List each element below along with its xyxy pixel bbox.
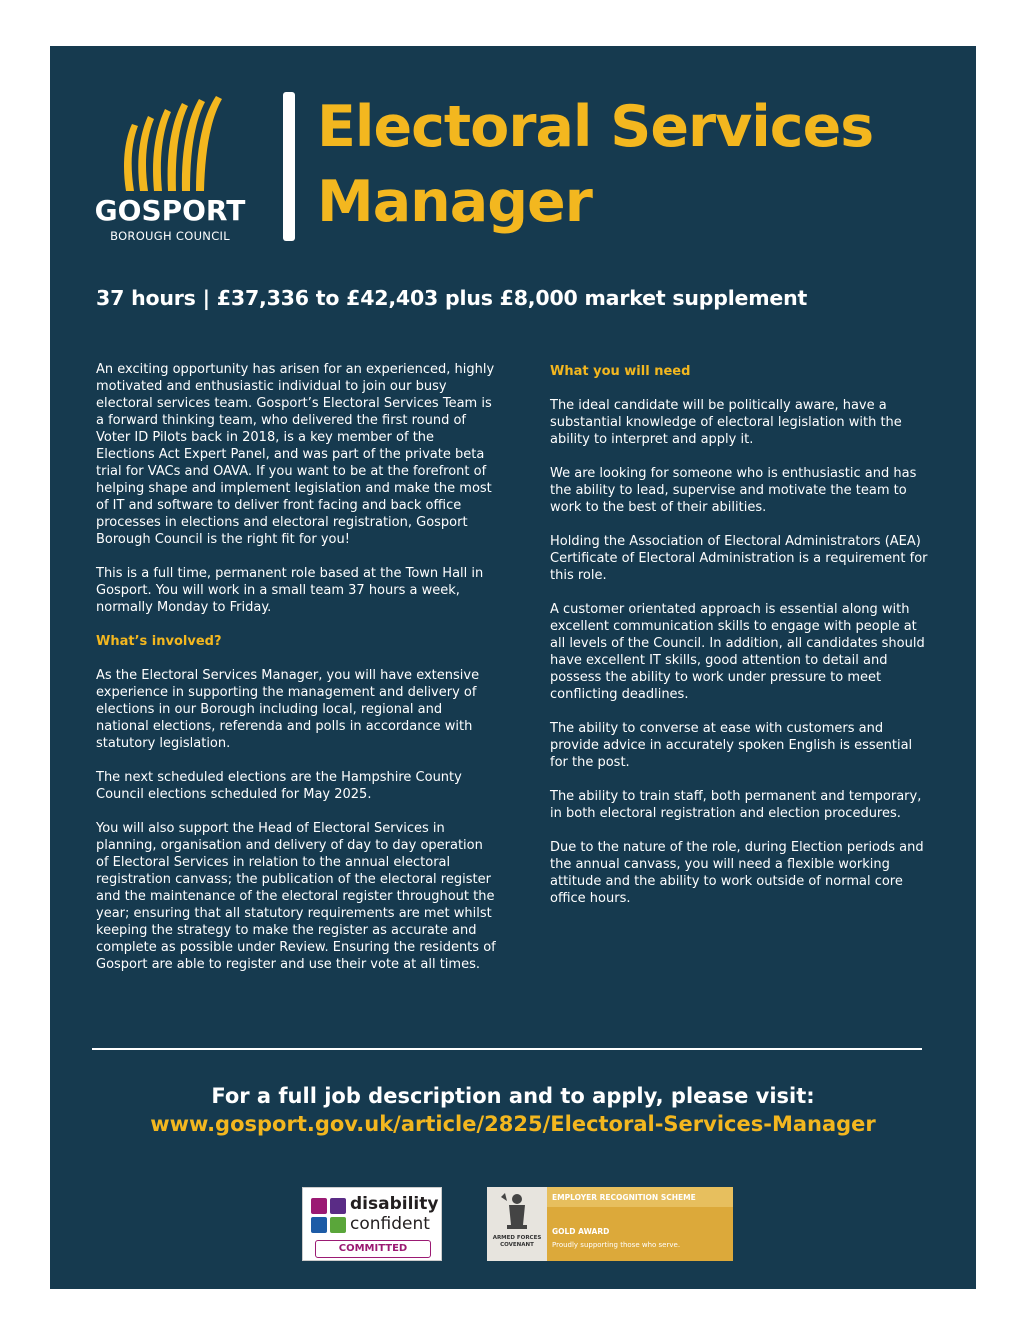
need-paragraph: The ability to converse at ease with customers and provide advice in accurately spoken English is essential for the post. bbox=[550, 721, 913, 770]
left-column bbox=[96, 361, 496, 990]
need-paragraph: Due to the nature of the role, during Election periods and the annual canvass, you will need a flexible working attitude and the ability to work outside of normal core office hours. bbox=[550, 840, 924, 906]
covenant-crest-icon bbox=[487, 1187, 547, 1261]
apply-link[interactable]: www.gosport.gov.uk/article/2825/Electoral-Services-Manager bbox=[150, 1112, 876, 1136]
job-advert-panel bbox=[50, 46, 976, 1289]
covenant-label: ARMED FORCES COVENANT bbox=[492, 1235, 542, 1248]
title-line-2: Manager bbox=[317, 169, 592, 235]
need-paragraph: Holding the Association of Electoral Administrators (AEA) Certificate of Electoral Administration is a requirement for this role. bbox=[550, 534, 928, 583]
need-paragraph: The ideal candidate will be politically aware, have a substantial knowledge of electoral legislation with the ability to interpret and apply it. bbox=[550, 398, 902, 447]
need-paragraph: We are looking for someone who is enthusiastic and has the ability to lead, supervise and motivate the team to work to the best of their abilities. bbox=[550, 466, 917, 515]
scheme-label: EMPLOYER RECOGNITION SCHEME bbox=[552, 1193, 696, 1202]
logo-name: GOSPORT bbox=[94, 194, 246, 227]
award-label: GOLD AWARD bbox=[552, 1227, 610, 1236]
salary-subtitle: 37 hours | £37,336 to £42,403 plus £8,000 market supplement bbox=[96, 286, 808, 310]
involved-paragraph: As the Electoral Services Manager, you will have extensive experience in supporting the management and delivery of elections in our Borough including local, regional and national elections, referenda and polls in accordance with statutory legislation. bbox=[96, 668, 480, 751]
footer-divider bbox=[92, 1048, 922, 1050]
title-line-1: Electoral Services bbox=[317, 94, 874, 160]
disability-confident-icon bbox=[311, 1198, 347, 1234]
right-column bbox=[550, 361, 930, 924]
header-divider bbox=[283, 92, 295, 241]
badge-line-1: disability bbox=[350, 1194, 439, 1214]
intro-paragraph: An exciting opportunity has arisen for an experienced, highly motivated and enthusiastic individual to join our busy electoral services team. Gosport’s Electoral Services Team is a forward thinking team, who delivered the first round of Voter ID Pilots back in 2018, is a key member of the Elections Act Expert Panel, and was part of the private beta trial for VACs and OAVA. If you want to be at the forefront of helping shape and implement legislation and make the most of IT and software to deliver front facing and back office processes in elections and electoral registration, Gosport Borough Council is the right fit for you! bbox=[96, 362, 495, 547]
badge-status: COMMITTED bbox=[315, 1240, 431, 1258]
involved-paragraph: You will also support the Head of Electoral Services in planning, organisation and delivery of day to day operation of Electoral Services in relation to the annual electoral registration canvass; the publication of the electoral register and the maintenance of the electoral register throughout the year; ensuring that all statutory requirements are met whilst keeping the strategy to make the register as accurate and complete as possible under Review. Ensuring the residents of Gosport are able to register and use their vote at all times. bbox=[96, 821, 496, 972]
need-paragraph: A customer orientated approach is essential along with excellent communication skills to engage with people at all levels of the Council. In addition, all candidates should have excellent IT skills, good attention to detail and possess the ability to work under pressure to meet conflicting deadlines. bbox=[550, 602, 925, 702]
badge-line-2: confident bbox=[350, 1214, 430, 1234]
need-paragraph: The ability to train staff, both permanent and temporary, in both electoral registration and election procedures. bbox=[550, 789, 922, 821]
logo-subtitle: BOROUGH COUNCIL bbox=[110, 229, 230, 243]
role-paragraph: This is a full time, permanent role based at the Town Hall in Gosport. You will work in a small team 37 hours a week, normally Monday to Friday. bbox=[96, 566, 484, 615]
page-title bbox=[317, 90, 957, 240]
award-tagline: Proudly supporting those who serve. bbox=[552, 1241, 681, 1249]
involved-paragraph: The next scheduled elections are the Hampshire County Council elections scheduled for May 2025. bbox=[96, 770, 462, 802]
gosport-logo bbox=[90, 96, 250, 246]
disability-confident-badge bbox=[302, 1187, 442, 1261]
need-heading: What you will need bbox=[550, 364, 691, 379]
apply-cta: For a full job description and to apply, please visit: bbox=[211, 1084, 815, 1108]
gosport-arches-icon bbox=[118, 96, 222, 194]
involved-heading: What’s involved? bbox=[96, 634, 222, 649]
armed-forces-badge bbox=[487, 1187, 733, 1261]
